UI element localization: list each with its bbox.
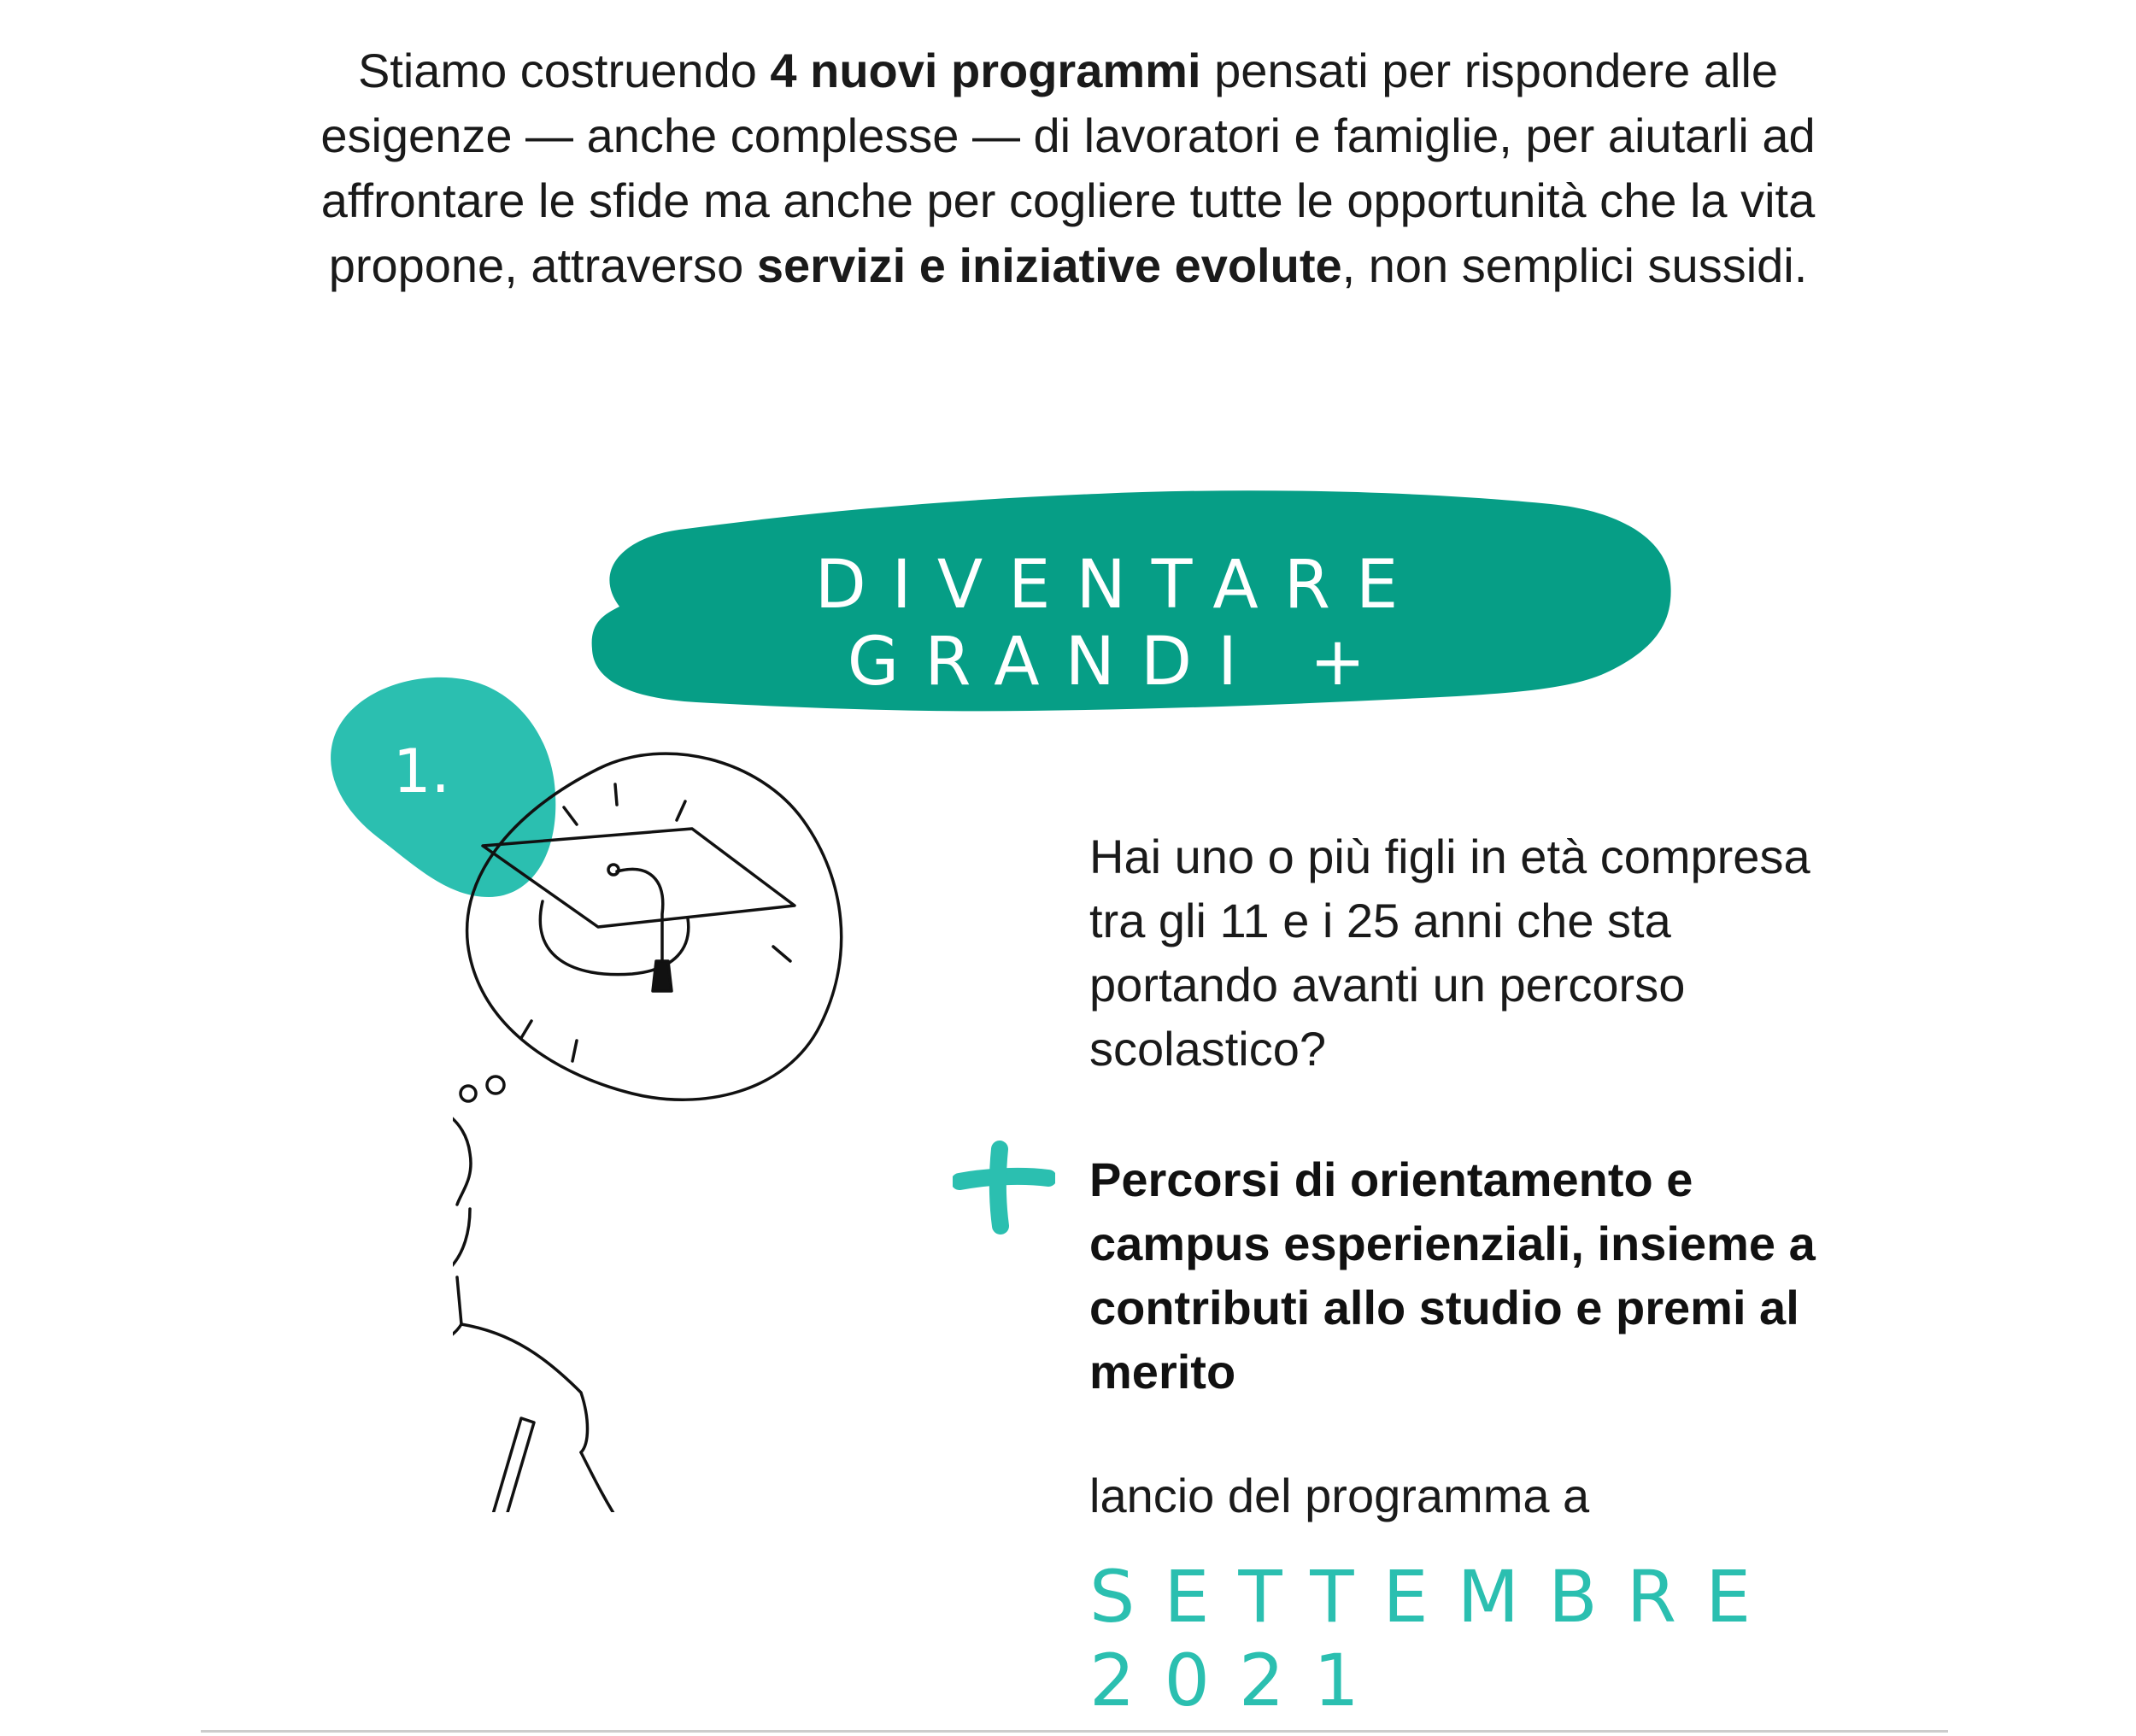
launch-date: SETTEMBRE 2021 [1089,1555,1781,1722]
student-icon [453,1083,684,1513]
program-offer: Percorsi di orientamento e campus esperienziali, insieme a contributi allo studio e premi al merito [1089,1152,1816,1399]
program-title: DIVENTARE GRANDI + [814,547,1424,701]
intro-text-2: pensati per rispondere alle esigenze — anche complesse — di lavoratori e famiglie, per aiutarli ad affrontare le sfide ma anche per cogliere tutte le opportunità che la vita propone, attraverso [320,44,1816,292]
thought-bubble-icon [467,754,842,1100]
plus-icon [953,1141,1055,1235]
program-number: 1. [393,736,450,806]
intro-paragraph [282,38,1854,298]
launch-text: lancio del programma a [1089,1469,1590,1522]
graduation-cap-icon [483,829,795,991]
intro-highlight-services: servizi e iniziative evolute [756,238,1342,292]
student-dreaming-graduation-cap-illustration [453,743,965,1512]
intro-text-1: Stiamo costruendo [357,44,771,97]
intro-text-3: , non semplici sussidi. [1341,238,1808,292]
program-question: Hai uno o più figli in età compresa tra gli 11 e i 25 anni che sta portando avanti un percorso scolastico? [1089,830,1810,1076]
intro-highlight-programs: 4 nuovi programmi [770,44,1201,97]
divider [201,1730,1948,1733]
